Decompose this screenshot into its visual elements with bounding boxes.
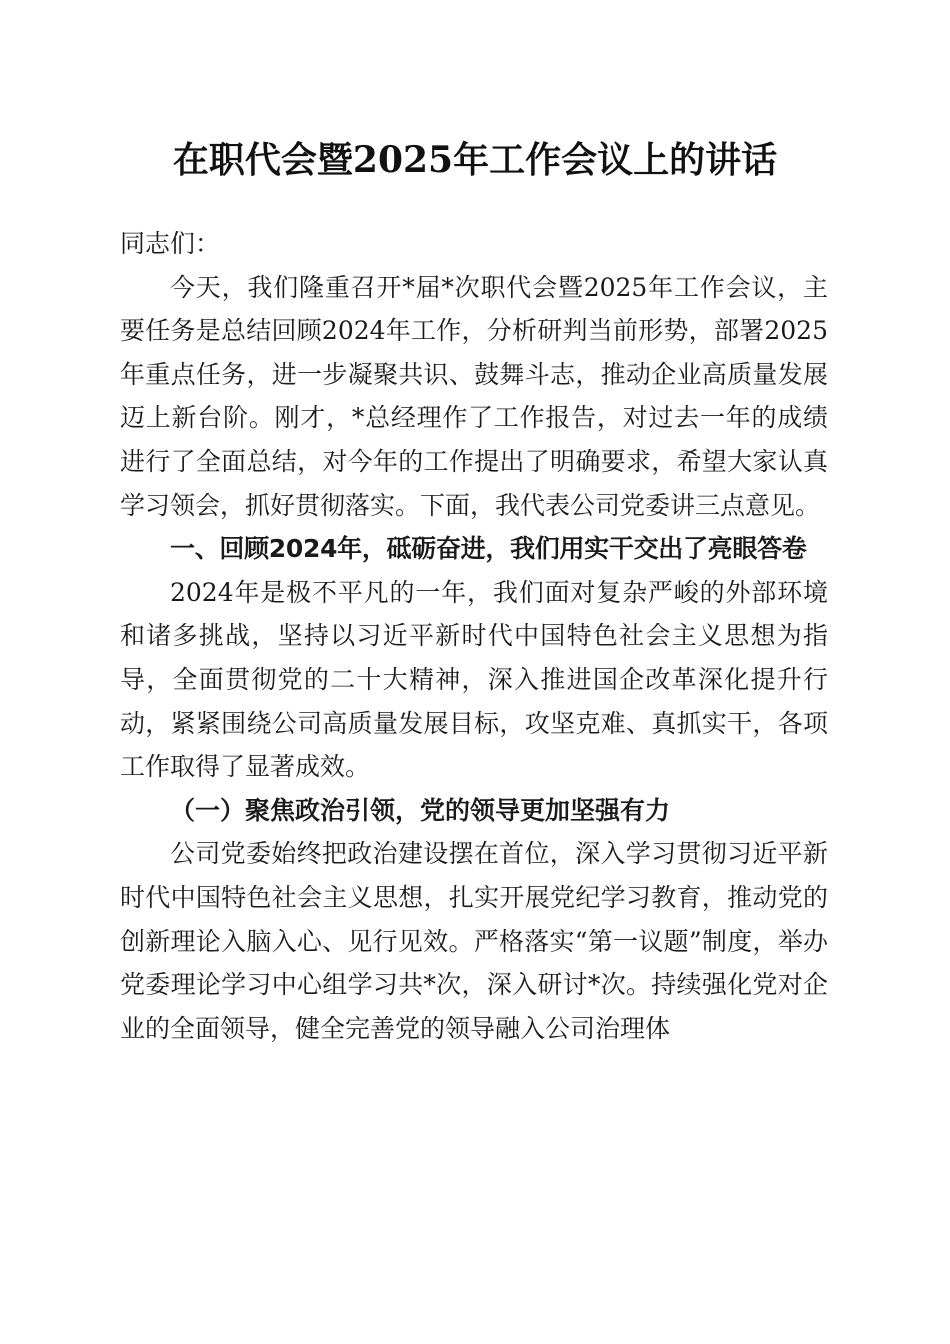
subsection-1-paragraph: 公司党委始终把政治建设摆在首位，深入学习贯彻习近平新时代中国特色社会主义思想，扎实开展党纪学习教育，推动党的创新理论入脑入心、见行见效。严格落实“第一议题”制度，举办党委理论学习中心组学习共*次，深入研讨*次。持续强化党对企业的全面领导，健全完善党的领导融入公司治理体 xyxy=(120,839,828,1043)
intro-paragraph: 今天，我们隆重召开*届*次职代会暨2025年工作会议，主要任务是总结回顾2024年工作，分析研判当前形势，部署2025年重点任务，进一步凝聚共识、鼓舞斗志，推动企业高质量发展迈上新台阶。刚才，*总经理作了工作报告，对过去一年的成绩进行了全面总结，对今年的工作提出了明确要求，希望大家认真学习领会，抓好贯彻落实。下面，我代表公司党委讲三点意见。 xyxy=(120,272,828,520)
document-body xyxy=(120,222,828,1050)
section-1-heading: 一、回顾2024年，砥砺奋进，我们用实干交出了亮眼答卷 xyxy=(170,534,807,564)
section-1-paragraph: 2024年是极不平凡的一年，我们面对复杂严峻的外部环境和诸多挑战，坚持以习近平新时代中国特色社会主义思想为指导，全面贯彻党的二十大精神，深入推进国企改革深化提升行动，紧紧围绕公司高质量发展目标，攻坚克难、真抓实干，各项工作取得了显著成效。 xyxy=(120,577,828,782)
document-title: 在职代会暨2025年工作会议上的讲话 xyxy=(172,139,778,181)
subsection-1-heading: （一）聚焦政治引领，党的领导更加坚强有力 xyxy=(170,795,671,825)
salutation: 同志们： xyxy=(120,229,221,258)
